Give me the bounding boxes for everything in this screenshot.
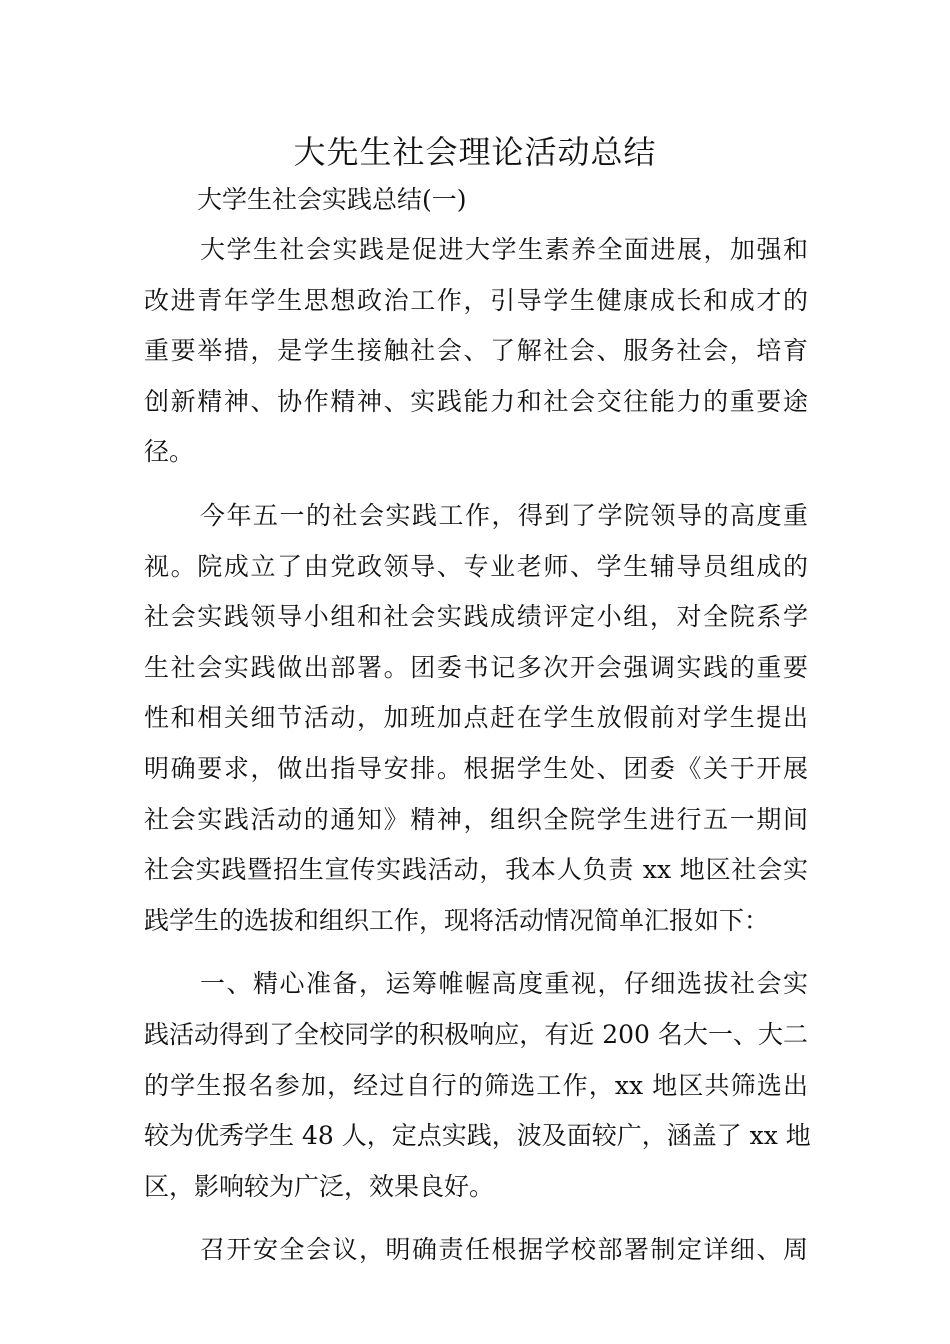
text-line: 的学生报名参加，经过自行的筛选工作，xx 地区共筛选出 xyxy=(144,1070,808,1100)
text-line: 径。 xyxy=(144,437,195,467)
text-line: 生社会实践做出部署。团委书记多次开会强调实践的重要 xyxy=(144,652,808,682)
paragraph-2 xyxy=(144,491,808,946)
document-subtitle: 大学生社会实践总结(一) xyxy=(197,185,467,214)
text-line: 创新精神、协作精神、实践能力和社会交往能力的重要途 xyxy=(144,386,808,416)
text-line: 一、精心准备，运筹帷幄高度重视，仔细选拔社会实 xyxy=(200,969,808,999)
text-line: 区，影响较为广泛，效果良好。 xyxy=(144,1171,495,1201)
text-line: 性和相关细节活动，加班加点赶在学生放假前对学生提出 xyxy=(144,703,808,733)
text-line: 践学生的选拔和组织工作，现将活动情况简单汇报如下： xyxy=(144,905,770,935)
text-line: 社会实践活动的通知》精神，组织全院学生进行五一期间 xyxy=(144,804,808,834)
text-line: 重要举措，是学生接触社会、了解社会、服务社会，培育 xyxy=(144,336,808,366)
paragraph-3 xyxy=(144,959,811,1212)
document-body xyxy=(144,225,811,1276)
text-line: 社会实践领导小组和社会实践成绩评定小组，对全院系学 xyxy=(144,602,808,632)
text-line: 今年五一的社会实践工作，得到了学院领导的高度重 xyxy=(200,500,808,530)
paragraph-1 xyxy=(144,225,808,478)
text-line: 视。院成立了由党政领导、专业老师、学生辅导员组成的 xyxy=(144,551,808,581)
text-line: 践活动得到了全校同学的积极响应，有近 200 名大一、大二 xyxy=(144,1019,808,1049)
text-line: 大学生社会实践是促进大学生素养全面进展，加强和 xyxy=(200,235,808,264)
text-line: 召开安全会议，明确责任根据学校部署制定详细、周 xyxy=(200,1235,808,1265)
text-line: 改进青年学生思想政治工作，引导学生健康成长和成才的 xyxy=(144,285,808,315)
document-title: 大先生社会理论活动总结 xyxy=(293,133,657,171)
text-line: 明确要求，做出指导安排。根据学生处、团委《关于开展 xyxy=(144,753,808,783)
text-line: 社会实践暨招生宣传实践活动，我本人负责 xx 地区社会实 xyxy=(144,855,808,885)
paragraph-4 xyxy=(144,1225,808,1276)
text-line: 较为优秀学生 48 人，定点实践，波及面较广，涵盖了 xx 地 xyxy=(144,1121,811,1151)
